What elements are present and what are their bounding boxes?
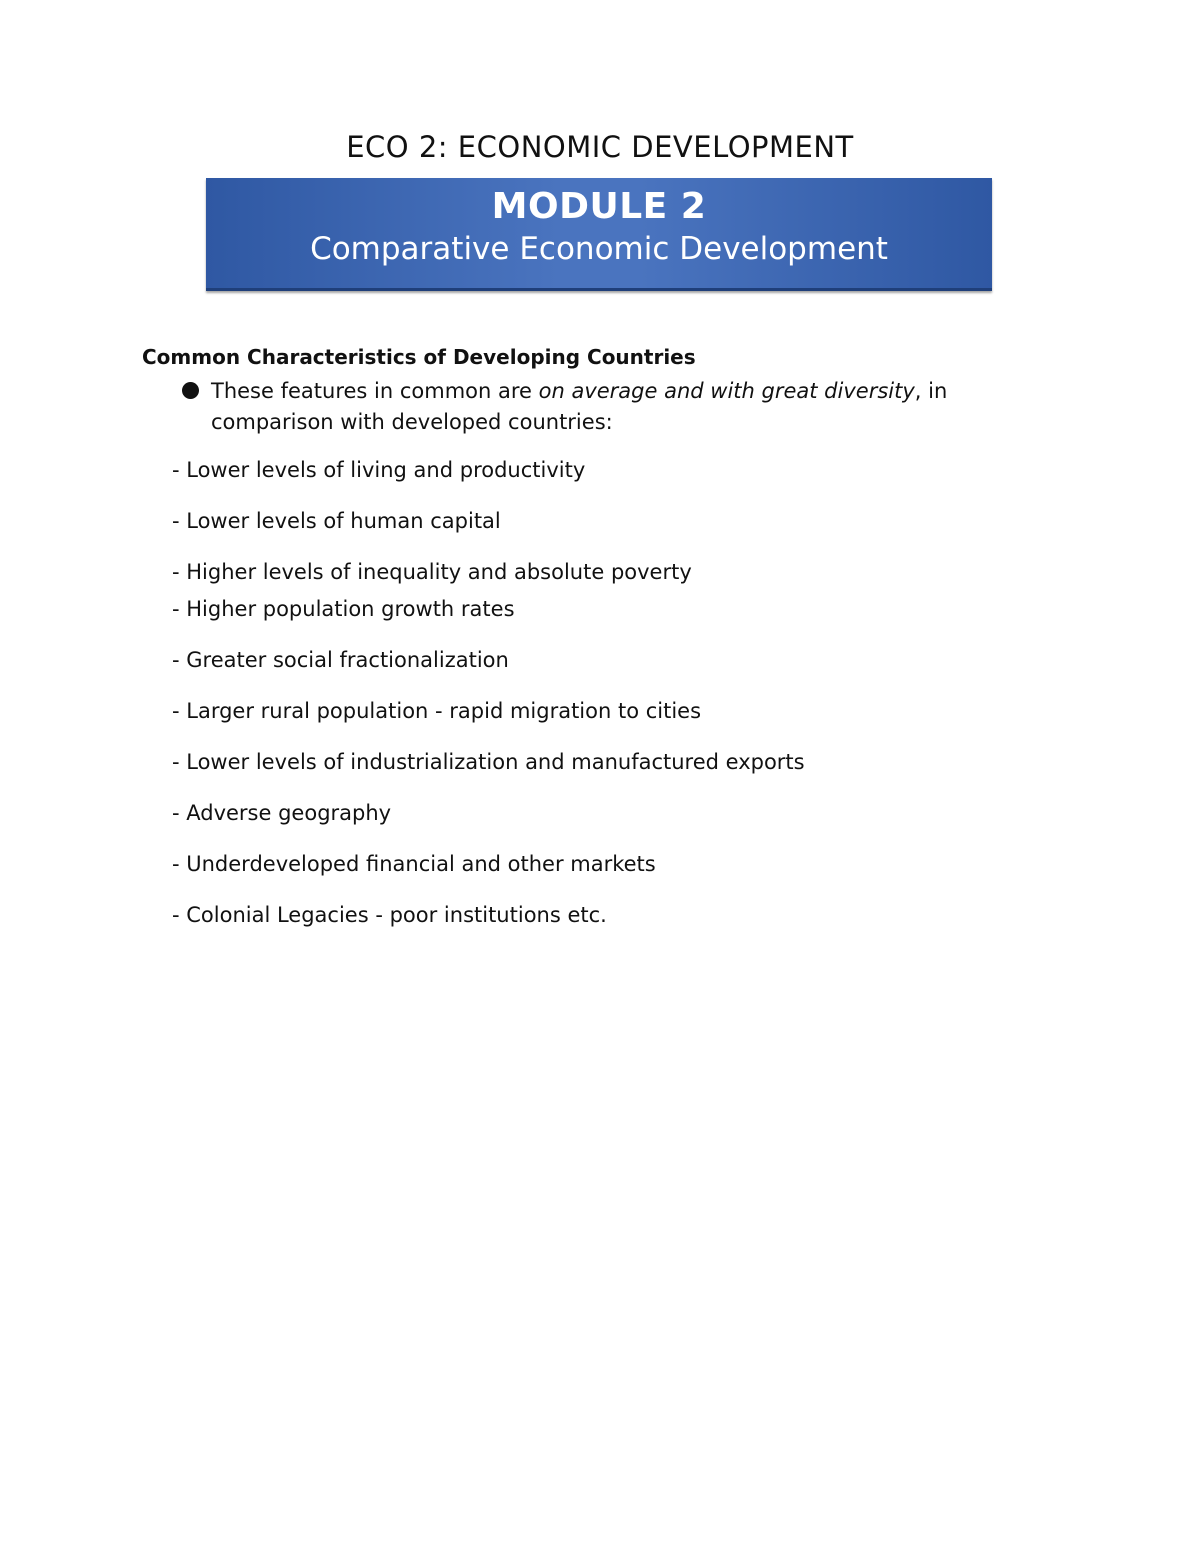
list-item: - Lower levels of human capital (172, 509, 501, 533)
list-item: - Higher population growth rates (172, 597, 515, 621)
module-number: MODULE 2 (491, 186, 707, 227)
intro-bullet (182, 376, 1062, 438)
list-item: - Colonial Legacies - poor institutions etc. (172, 903, 607, 927)
list-item: - Lower levels of industrialization and manufactured exports (172, 750, 805, 774)
list-item: - Underdeveloped financial and other markets (172, 852, 656, 876)
bullet-dot-icon (182, 382, 199, 399)
document-title: ECO 2: ECONOMIC DEVELOPMENT (346, 130, 854, 164)
intro-text-line2: comparison with developed countries: (211, 410, 613, 434)
module-banner (206, 178, 992, 291)
module-subtitle: Comparative Economic Development (310, 231, 888, 267)
intro-text-after: , in (914, 379, 948, 403)
list-item: - Adverse geography (172, 801, 392, 825)
list-item: - Higher levels of inequality and absolute poverty (172, 560, 692, 584)
intro-emphasis: on average and with great diversity (538, 379, 915, 403)
list-item: - Greater social fractionalization (172, 648, 509, 672)
list-item: - Lower levels of living and productivity (172, 458, 586, 482)
section-heading: Common Characteristics of Developing Countries (142, 345, 696, 369)
intro-text-before: These features in common are (211, 379, 539, 403)
list-item: - Larger rural population - rapid migration to cities (172, 699, 702, 723)
